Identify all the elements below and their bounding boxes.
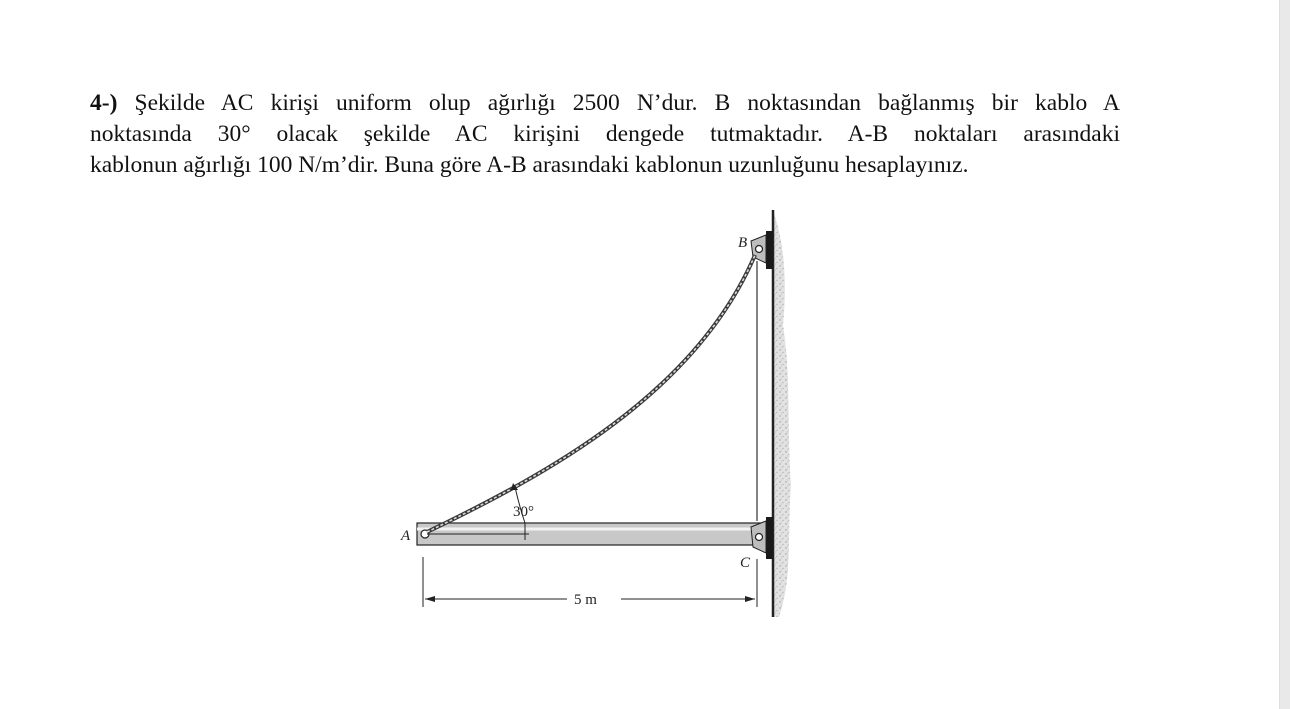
statics-figure: [395, 205, 815, 625]
beam-cable-diagram: [395, 205, 815, 625]
problem-text-1: Şekilde AC kirişi uniform olup ağırlığı 2500 N’dur. B noktasından bağlanmış bir kablo A: [134, 90, 1121, 116]
problem-statement: [90, 88, 1120, 181]
label-b: B: [738, 235, 748, 251]
problem-line-1: [90, 88, 1120, 119]
span-label: 5 m: [574, 592, 597, 608]
wall: [773, 210, 791, 617]
problem-line-2: noktasında 30° olacak şekilde AC kirişini dengede tutmaktadır. A-B noktaları arasındaki: [90, 121, 1120, 147]
vertical-scrollbar[interactable]: [1279, 0, 1290, 709]
bracket-b: [751, 231, 773, 269]
problem-line-3: kablonun ağırlığı 100 N/m’dir. Buna göre A-B arasındaki kablonun uzunluğunu hesaplayınız.: [90, 152, 969, 178]
angle-label: 30°: [513, 504, 534, 520]
label-c: C: [740, 555, 751, 571]
label-a: A: [401, 528, 411, 544]
problem-number: 4-): [90, 90, 118, 116]
cable: [427, 255, 755, 532]
